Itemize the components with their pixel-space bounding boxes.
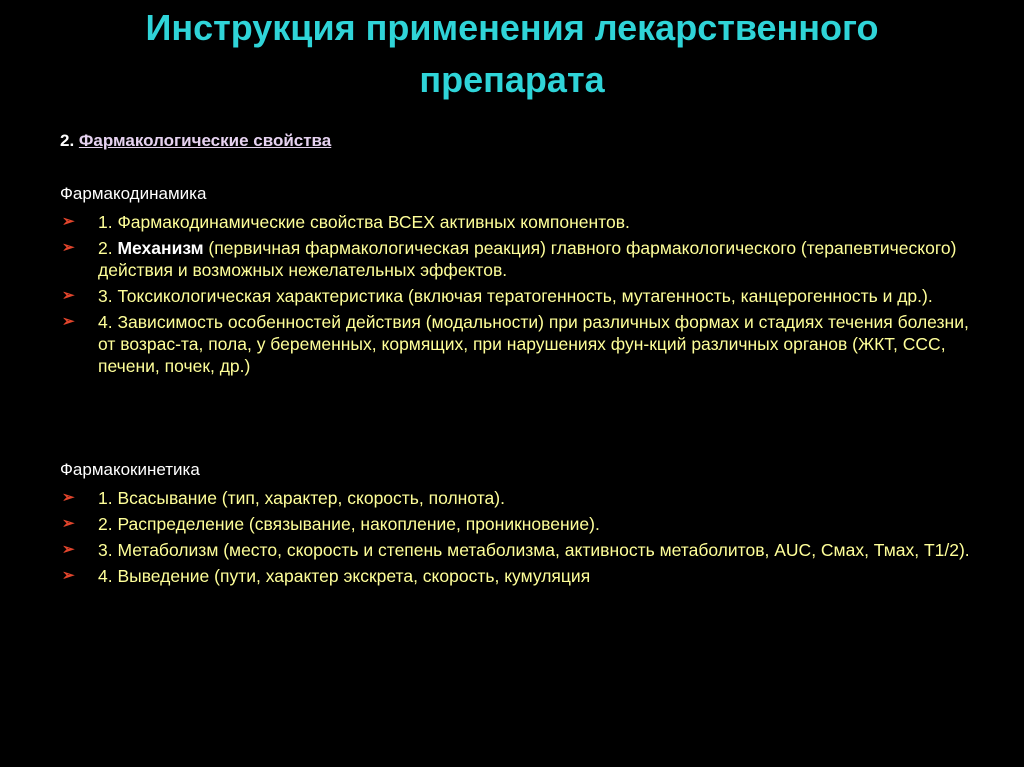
section-heading [60, 131, 331, 151]
list-item-text: 4. Зависимость особенностей действия (модальности) при различных формах и стадиях течения болезни, от возрас-та, пола, у беременных, кормящих, при нарушениях фун-кций различных органов (ЖКТ, ССС, печени, почек, др.) [98, 312, 969, 376]
arrow-bullet-icon: ➢ [62, 213, 75, 230]
list-item-bold-term: Механизм [117, 238, 204, 258]
list-item [60, 311, 970, 377]
arrow-bullet-icon: ➢ [62, 567, 75, 584]
slide-title-line-2: препарата [419, 59, 605, 100]
arrow-bullet-icon: ➢ [62, 313, 75, 330]
arrow-bullet-icon: ➢ [62, 287, 75, 304]
list-item [60, 285, 970, 307]
list-item-text: 1. Всасывание (тип, характер, скорость, полнота). [98, 488, 505, 508]
arrow-bullet-icon: ➢ [62, 515, 75, 532]
arrow-bullet-icon: ➢ [62, 489, 75, 506]
pharmacokinetics-list [60, 487, 970, 591]
list-item-text: 2. [98, 238, 118, 258]
slide-title [0, 2, 1024, 106]
list-item [60, 211, 970, 233]
arrow-bullet-icon: ➢ [62, 239, 75, 256]
list-item-text: 4. Выведение (пути, характер экскрета, скорость, кумуляция [98, 566, 591, 586]
pharmacodynamics-list [60, 211, 970, 381]
list-item-text: (первичная фармакологическая реакция) главного фармакологического (терапевтического) действия и возможных нежелательных эффектов. [98, 238, 957, 280]
slide-title-line-1: Инструкция применения лекарственного [145, 7, 879, 48]
section-number: 2. [60, 131, 79, 150]
section-title-link[interactable]: Фармакологические свойства [78, 131, 332, 150]
arrow-bullet-icon: ➢ [62, 541, 75, 558]
list-item-text: 1. Фармакодинамические свойства ВСЕХ активных компонентов. [98, 212, 630, 232]
list-item [60, 487, 970, 509]
list-item-text: 2. Распределение (связывание, накопление, проникновение). [98, 514, 600, 534]
list-item [60, 513, 970, 535]
pharmacokinetics-heading: Фармакокинетика [60, 460, 200, 479]
list-item [60, 539, 970, 561]
list-item-text: 3. Токсикологическая характеристика (включая тератогенность, мутагенность, канцерогенность и др.). [98, 286, 933, 306]
list-item [60, 237, 970, 281]
pharmacodynamics-heading: Фармакодинамика [60, 184, 207, 203]
list-item [60, 565, 970, 587]
list-item-text: 3. Метаболизм (место, скорость и степень метаболизма, активность метаболитов, AUC, Смах, Тмах, Т1/2). [98, 540, 970, 560]
